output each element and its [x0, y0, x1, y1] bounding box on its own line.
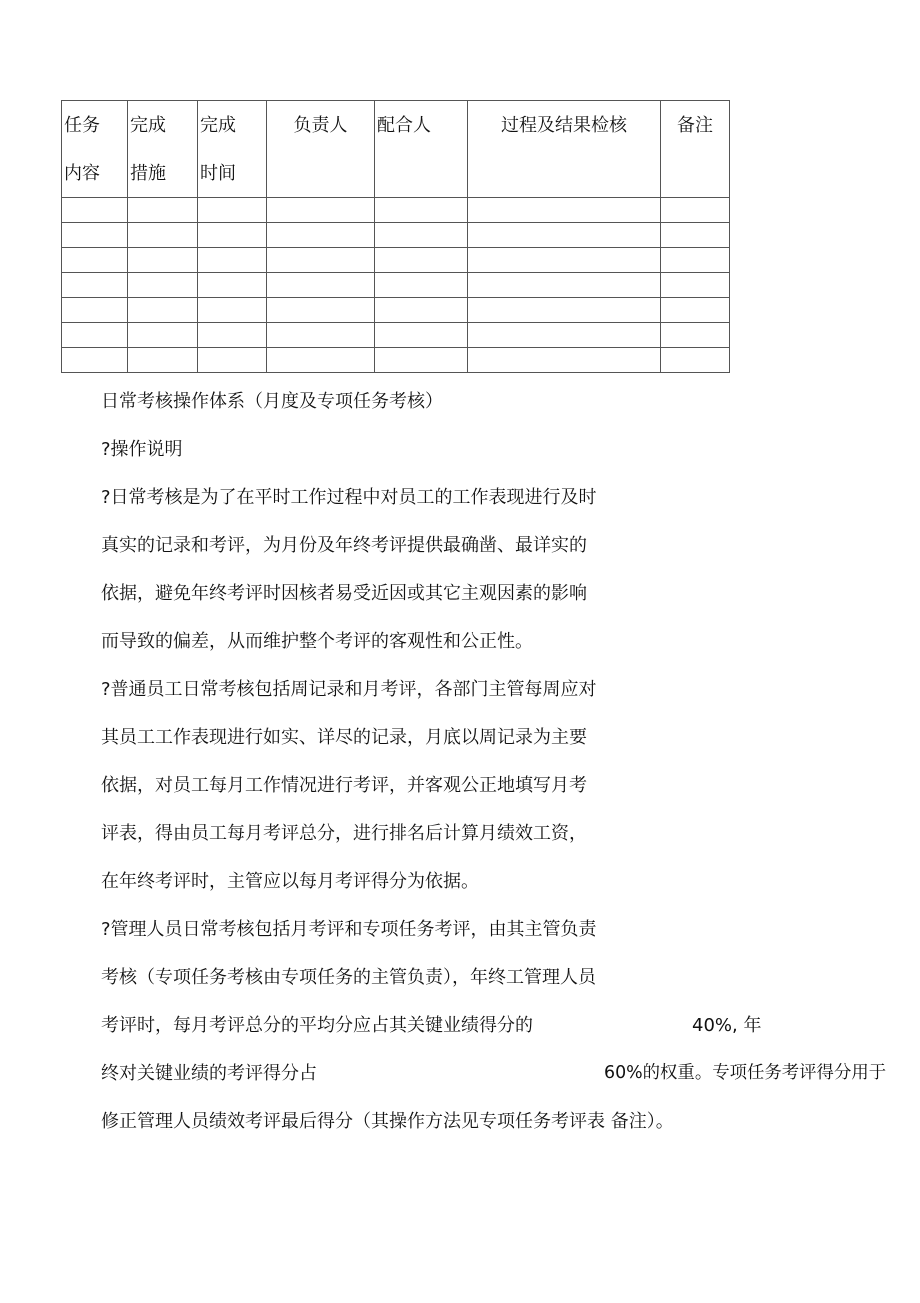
header-task-content: [62, 101, 128, 198]
header-measures-line2: 措施: [130, 163, 166, 184]
paragraph3-line4-left: 终对关键业绩的考评得分占: [101, 1063, 317, 1084]
section-subtitle: ?操作说明: [101, 439, 183, 460]
table-cell: [62, 273, 128, 298]
header-completion-time-line2: 时间: [200, 163, 236, 184]
table-cell: [661, 248, 730, 273]
header-task-content-line1: 任务: [64, 115, 100, 136]
header-remarks: [661, 101, 730, 198]
paragraph1-line: 真实的记录和考评，为月份及年终考评提供最确凿、最详实的: [101, 535, 587, 556]
table-cell: [661, 273, 730, 298]
paragraph3-line5: 修正管理人员绩效考评最后得分（其操作方法见专项任务考评表 备注）。: [101, 1111, 674, 1132]
table-cell: [375, 248, 468, 273]
table-cell: [468, 223, 661, 248]
table-cell: [468, 198, 661, 223]
header-measures-line1: 完成: [130, 115, 166, 136]
paragraph1-line: ?日常考核是为了在平时工作过程中对员工的工作表现进行及时: [101, 487, 597, 508]
table-body: [62, 198, 730, 373]
header-responsible: [267, 101, 375, 198]
header-process-check: [468, 101, 661, 198]
paragraph2-line: 依据，对员工每月工作情况进行考评，并客观公正地填写月考: [101, 775, 587, 796]
table-cell: [267, 198, 375, 223]
header-task-content-line2: 内容: [64, 163, 100, 184]
table-cell: [128, 323, 198, 348]
paragraph3-line1: ?管理人员日常考核包括月考评和专项任务考评，由其主管负责: [101, 919, 597, 940]
table-cell: [267, 348, 375, 373]
paragraph2-line: ?普通员工日常考核包括周记录和月考评，各部门主管每周应对: [101, 679, 597, 700]
table-cell: [128, 348, 198, 373]
table-cell: [62, 223, 128, 248]
table-cell: [128, 298, 198, 323]
table-cell: [128, 273, 198, 298]
paragraph3-line4-right: 60%的权重。专项任务考评得分用于: [604, 1063, 887, 1083]
table-cell: [128, 198, 198, 223]
paragraph2-line: 其员工工作表现进行如实、详尽的记录，月底以周记录为主要: [101, 727, 587, 748]
table-cell: [661, 223, 730, 248]
paragraph1-line: 依据，避免年终考评时因核者易受近因或其它主观因素的影响: [101, 583, 587, 604]
table-cell: [267, 298, 375, 323]
table-cell: [468, 273, 661, 298]
table-cell: [198, 323, 267, 348]
section-title: 日常考核操作体系（月度及专项任务考核）: [101, 391, 443, 412]
header-cooperator-label: 配合人: [377, 115, 431, 136]
table-cell: [198, 248, 267, 273]
table-cell: [198, 298, 267, 323]
header-cooperator: [375, 101, 468, 198]
table-cell: [267, 223, 375, 248]
table-cell: [468, 298, 661, 323]
table-row: [62, 198, 730, 223]
table-cell: [62, 323, 128, 348]
table-cell: [128, 248, 198, 273]
table-cell: [198, 223, 267, 248]
table-cell: [661, 323, 730, 348]
table-row: [62, 248, 730, 273]
paragraph1-line: 而导致的偏差，从而维护整个考评的客观性和公正性。: [101, 631, 533, 652]
table-cell: [661, 348, 730, 373]
header-measures: [128, 101, 198, 198]
table-cell: [468, 248, 661, 273]
table-cell: [468, 323, 661, 348]
table-cell: [375, 198, 468, 223]
table-cell: [62, 198, 128, 223]
table-cell: [128, 223, 198, 248]
header-responsible-label: 负责人: [293, 115, 348, 136]
paragraph2-line: 评表，得由员工每月考评总分，进行排名后计算月绩效工资，: [101, 823, 587, 844]
table-cell: [267, 248, 375, 273]
table-cell: [375, 298, 468, 323]
table-row: [62, 323, 730, 348]
paragraph2-line: 在年终考评时，主管应以每月考评得分为依据。: [101, 871, 479, 892]
table-cell: [468, 348, 661, 373]
table-row: [62, 348, 730, 373]
table-cell: [661, 298, 730, 323]
table-cell: [375, 323, 468, 348]
table-cell: [62, 298, 128, 323]
table-header-row: [62, 101, 730, 198]
paragraph3-line3-right: 40%, 年: [692, 1015, 762, 1036]
table-cell: [198, 198, 267, 223]
table-cell: [661, 198, 730, 223]
table-cell: [62, 248, 128, 273]
table-row: [62, 273, 730, 298]
task-table: [61, 100, 730, 373]
table-row: [62, 298, 730, 323]
header-completion-time: [198, 101, 267, 198]
table-cell: [375, 273, 468, 298]
table-cell: [62, 348, 128, 373]
table-cell: [198, 273, 267, 298]
header-process-check-label: 过程及结果检核: [501, 115, 627, 136]
paragraph3-line2: 考核（专项任务考核由专项任务的主管负责），年终工管理人员: [101, 967, 596, 988]
paragraph3-line3-left: 考评时，每月考评总分的平均分应占其关键业绩得分的: [101, 1015, 533, 1036]
table-row: [62, 223, 730, 248]
table-cell: [198, 348, 267, 373]
table-cell: [375, 223, 468, 248]
table-cell: [375, 348, 468, 373]
header-completion-time-line1: 完成: [200, 115, 236, 136]
header-remarks-label: 备注: [677, 115, 713, 136]
table-cell: [267, 323, 375, 348]
table-cell: [267, 273, 375, 298]
